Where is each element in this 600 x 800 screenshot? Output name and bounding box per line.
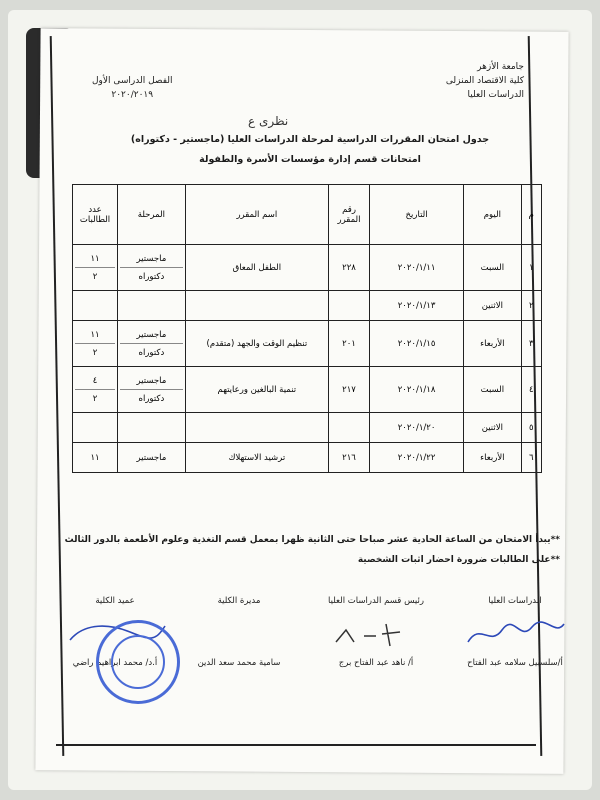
cell-count bbox=[73, 321, 118, 367]
cell-course bbox=[185, 413, 328, 443]
cell-stage bbox=[118, 413, 186, 443]
signature-title: مديرة الكلية bbox=[217, 596, 261, 606]
cell-course: الطفل المعاق bbox=[185, 245, 328, 291]
cell-code: ٢١٦ bbox=[329, 443, 370, 473]
header-day: اليوم bbox=[464, 185, 521, 245]
institution-header bbox=[446, 60, 524, 102]
count-item: ٢ bbox=[92, 347, 98, 358]
count-item: ٤ bbox=[75, 372, 115, 390]
table-row bbox=[73, 291, 542, 321]
table-header-row bbox=[73, 185, 542, 245]
academic-year: ٢٠٢٠/٢٠١٩ bbox=[111, 90, 154, 100]
table-row bbox=[73, 245, 542, 291]
stage-item: ماجستير bbox=[120, 326, 183, 344]
semester-header bbox=[92, 74, 173, 102]
header-date: التاريخ bbox=[369, 185, 463, 245]
cell-stage bbox=[118, 367, 186, 413]
signature-name: أ.د/ محمد ابراهيم راضي bbox=[72, 658, 158, 668]
header-stage: المرحلة bbox=[118, 185, 186, 245]
cell-stage bbox=[118, 321, 186, 367]
header-count: عدد الطالبات bbox=[73, 185, 118, 245]
cell-stage: ماجستير bbox=[118, 443, 186, 473]
signature-title: رئيس قسم الدراسات العليا bbox=[328, 596, 424, 606]
signature-title: الدراسات العليا bbox=[488, 596, 542, 606]
cell-date: ٢٠٢٠/١/١١ bbox=[369, 245, 463, 291]
cell-day: السبت bbox=[464, 245, 521, 291]
header-num: م bbox=[521, 185, 541, 245]
cell-stage bbox=[118, 291, 186, 321]
notes-section bbox=[60, 530, 560, 570]
handwritten-signature-icon bbox=[316, 612, 456, 652]
cell-date: ٢٠٢٠/١/٢٢ bbox=[369, 443, 463, 473]
cell-num: ٣ bbox=[521, 321, 541, 367]
cell-num: ١ bbox=[521, 245, 541, 291]
cell-date: ٢٠٢٠/١/٢٠ bbox=[369, 413, 463, 443]
cell-count bbox=[73, 291, 118, 321]
cell-date: ٢٠٢٠/١/١٣ bbox=[369, 291, 463, 321]
signature-name: أ/ ناهد عبد الفتاح برج bbox=[338, 658, 414, 668]
cell-course: تنمية البالغين ورعايتهم bbox=[185, 367, 328, 413]
department-name: الدراسات العليا bbox=[467, 90, 524, 100]
cell-count: ١١ bbox=[73, 443, 118, 473]
stage-item: دكتوراه bbox=[138, 393, 165, 404]
cell-num: ٦ bbox=[521, 443, 541, 473]
document-subtitle: امتحانات قسم إدارة مؤسسات الأسرة والطفولة bbox=[199, 154, 421, 165]
signature-name: أ/سلسبيل سلامه عبد الفتاح bbox=[467, 658, 563, 668]
header-code: رقم المقرر bbox=[329, 185, 370, 245]
handwritten-signature-icon bbox=[460, 612, 570, 652]
stage-item: ماجستير bbox=[120, 372, 183, 390]
cell-course: تنظيم الوقت والجهد (متقدم) bbox=[185, 321, 328, 367]
table-row bbox=[73, 367, 542, 413]
cell-code bbox=[329, 291, 370, 321]
cell-code: ٢٢٨ bbox=[329, 245, 370, 291]
note-id-required: **على الطالبات ضرورة احضار اثبات الشخصية bbox=[357, 555, 560, 565]
stage-item: ماجستير bbox=[120, 250, 183, 268]
cell-num: ٥ bbox=[521, 413, 541, 443]
cell-course bbox=[185, 291, 328, 321]
cell-day: الأربعاء bbox=[464, 321, 521, 367]
cell-day: الاثنين bbox=[464, 413, 521, 443]
cell-date: ٢٠٢٠/١/١٥ bbox=[369, 321, 463, 367]
signature-head-graduate bbox=[306, 596, 446, 668]
cell-code: ٢١٧ bbox=[329, 367, 370, 413]
signature-name: سامية محمد سعد الدين bbox=[197, 658, 281, 668]
cell-day: السبت bbox=[464, 367, 521, 413]
stage-item: دكتوراه bbox=[138, 347, 165, 358]
document-title: جدول امتحان المقررات الدراسية لمرحلة الدراسات العليا (ماجستير - دكتوراه) bbox=[130, 134, 490, 145]
table-row bbox=[73, 413, 542, 443]
cell-count bbox=[73, 413, 118, 443]
university-name: جامعة الأزهر bbox=[477, 62, 524, 72]
cell-num: ٤ bbox=[521, 367, 541, 413]
cell-num: ٢ bbox=[521, 291, 541, 321]
count-item: ١١ bbox=[75, 326, 115, 344]
semester-label: الفصل الدراسى الأول bbox=[92, 76, 173, 86]
count-item: ٢ bbox=[92, 393, 98, 404]
cell-stage bbox=[118, 245, 186, 291]
count-item: ٢ bbox=[92, 271, 98, 282]
exam-schedule-table bbox=[72, 184, 542, 473]
cell-date: ٢٠٢٠/١/١٨ bbox=[369, 367, 463, 413]
count-item: ١١ bbox=[75, 250, 115, 268]
table-row bbox=[73, 321, 542, 367]
stage-item: دكتوراه bbox=[138, 271, 165, 282]
college-name: كلية الاقتصاد المنزلى bbox=[445, 76, 524, 86]
handwritten-note: نظرى ع bbox=[248, 114, 289, 128]
official-stamp-icon bbox=[96, 620, 180, 704]
cell-count bbox=[73, 245, 118, 291]
cell-course: ترشيد الاستهلاك bbox=[185, 443, 328, 473]
stamp-inner-ring bbox=[111, 635, 165, 689]
cell-code: ٢٠١ bbox=[329, 321, 370, 367]
signature-graduate-studies bbox=[460, 596, 570, 668]
page-border-bottom bbox=[56, 744, 536, 746]
cell-day: الأربعاء bbox=[464, 443, 521, 473]
header-course: اسم المقرر bbox=[185, 185, 328, 245]
cell-count bbox=[73, 367, 118, 413]
note-exam-time: **يبدأ الامتحان من الساعة الحادية عشر صباحا حتى الثانية ظهرا بمعمل قسم التغذية وعلوم الأطعمة بالدور الثالث bbox=[64, 535, 560, 545]
signature-title: عميد الكلية bbox=[95, 596, 135, 606]
cell-day: الاثنين bbox=[464, 291, 521, 321]
table-row bbox=[73, 443, 542, 473]
cell-code bbox=[329, 413, 370, 443]
signature-college-director bbox=[184, 596, 294, 668]
